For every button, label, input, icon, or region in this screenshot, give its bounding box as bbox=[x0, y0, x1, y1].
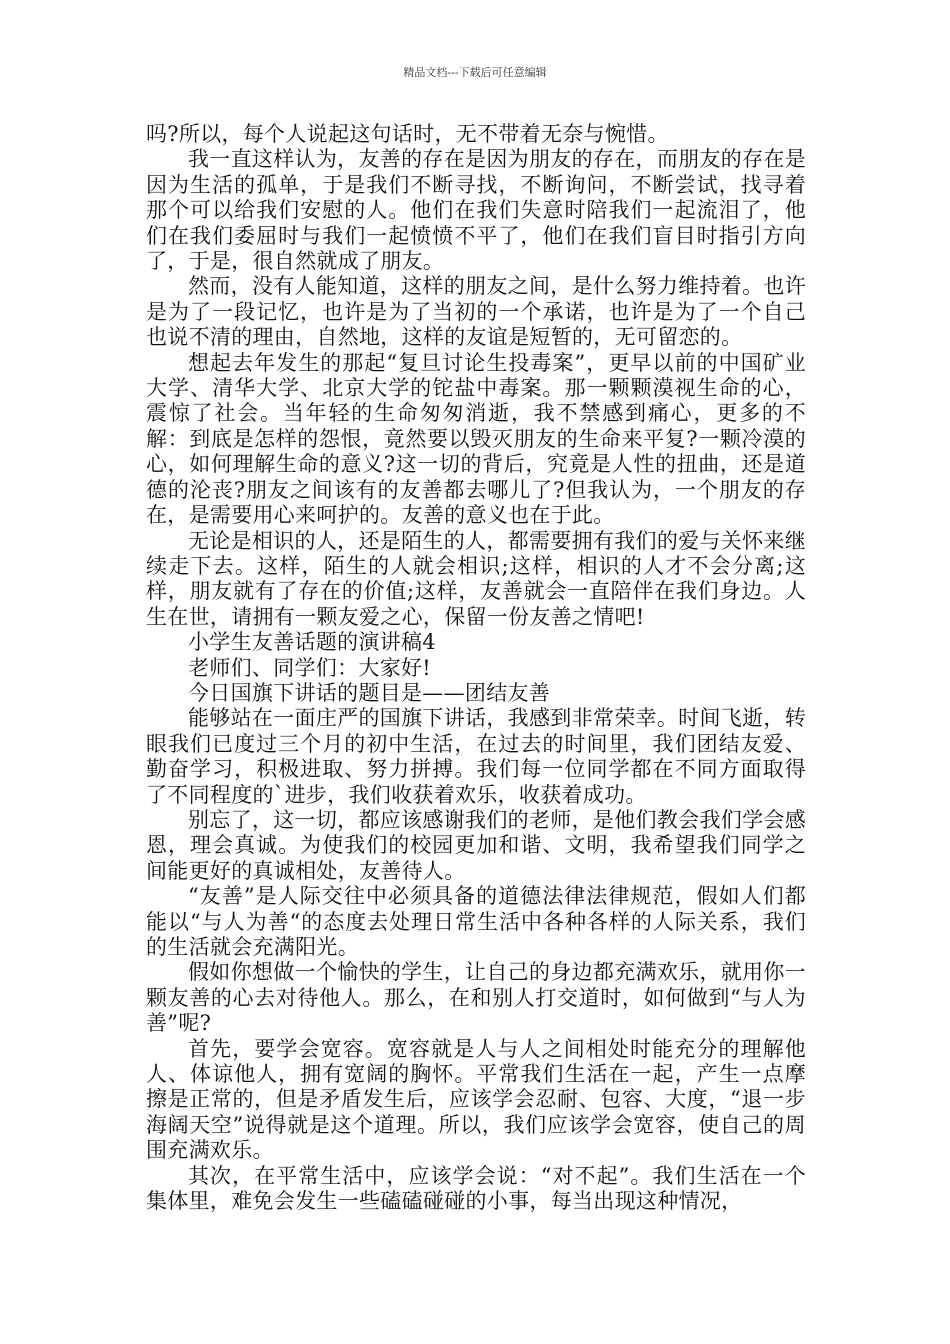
greeting: 老师们、同学们：大家好! bbox=[188, 655, 432, 680]
paragraph-9: 能够站在一面庄严的国旗下讲话，我感到非常荣幸。时间飞逝，转眼我们已度过三个月的初中生活，在过去的时间里，我们团结友爱、勤奋学习，积极进取、努力拼搏。我们每一位同学都在不同方面取得了不同程度的`进步，我们收获着欢乐，收获着成功。 bbox=[146, 706, 806, 807]
paragraph-14: 其次，在平常生活中，应该学会说：“对不起”。我们生活在一个集体里，难免会发生一些磕磕碰碰的小事，每当出现这种情况， bbox=[146, 1163, 806, 1214]
paragraph-4: 想起去年发生的那起“复旦讨论生投毒案”，更早以前的中国矿业大学、清华大学、北京大学的铊盐中毒案。那一颗颗漠视生命的心，震惊了社会。当年轻的生命匆匆消逝，我不禁感到痛心，更多的不解：到底是怎样的怨恨，竟然要以毁灭朋友的生命来平复?一颗冷漠的心，如何理解生命的意义?这一切的背后，究竟是人性的扭曲，还是道德的沦丧?朋友之间该有的友善都去哪儿了?但我认为，一个朋友的存在，是需要用心来呵护的。友善的意义也在于此。 bbox=[146, 350, 806, 528]
paragraph-11: “友善”是人际交往中必须具备的道德法律法律规范，假如人们都能以“与人为善“的态度去处理日常生活中各种各样的人际关系，我们的生活就会充满阳光。 bbox=[146, 884, 806, 959]
section-title: 小学生友善话题的演讲稿4 bbox=[188, 630, 436, 655]
paragraph-13: 首先，要学会宽容。宽容就是人与人之间相处时能充分的理解他人、体谅他人，拥有宽阔的胸怀。平常我们生活在一起，产生一点摩擦是正常的，但是矛盾发生后，应该学会忍耐、包容、大度，“退一步海阔天空”说得就是这个道理。所以，我们应该学会宽容，使自己的周围充满欢乐。 bbox=[146, 1036, 806, 1163]
paragraph-12: 假如你想做一个愉快的学生，让自己的身边都充满欢乐，就用你一颗友善的心去对待他人。那么，在和别人打交道时，如何做到“与人为善”呢? bbox=[146, 960, 806, 1036]
paragraph-3: 然而，没有人能知道，这样的朋友之间，是什么努力维持着。也许是为了一段记忆，也许是为了当初的一个承诺，也许是为了一个自己也说不清的理由，自然地，这样的友谊是短暂的，无可留恋的。 bbox=[146, 274, 806, 350]
paragraph-2: 我一直这样认为，友善的存在是因为朋友的存在，而朋友的存在是因为生活的孤单，于是我们不断寻找，不断询问，不断尝试，找寻着那个可以给我们安慰的人。他们在我们失意时陪我们一起流泪了，他们在我们委屈时与我们一起愤愤不平了，他们在我们盲目时指引方向了，于是，很自然就成了朋友。 bbox=[146, 147, 806, 274]
speech-topic: 今日国旗下讲话的题目是——团结友善 bbox=[188, 680, 551, 705]
document-body bbox=[146, 122, 806, 1214]
paragraph-10: 别忘了，这一切，都应该感谢我们的老师，是他们教会我们学会感恩，理会真诚。为使我们的校园更加和谐、文明，我希望我们同学之间能更好的真诚相处，友善待人。 bbox=[146, 807, 806, 883]
paragraph-5: 无论是相识的人，还是陌生的人，都需要拥有我们的爱与关怀来继续走下去。这样，陌生的人就会相识;这样，相识的人才不会分离;这样，朋友就有了存在的价值;这样，友善就会一直陪伴在我们身边。人生在世，请拥有一颗友爱之心，保留一份友善之情吧! bbox=[146, 528, 806, 629]
paragraph-1: 吗?所以，每个人说起这句话时，无不带着无奈与惋惜。 bbox=[146, 122, 669, 146]
page-header: 精品文档---下载后可任意编辑 bbox=[403, 66, 547, 79]
